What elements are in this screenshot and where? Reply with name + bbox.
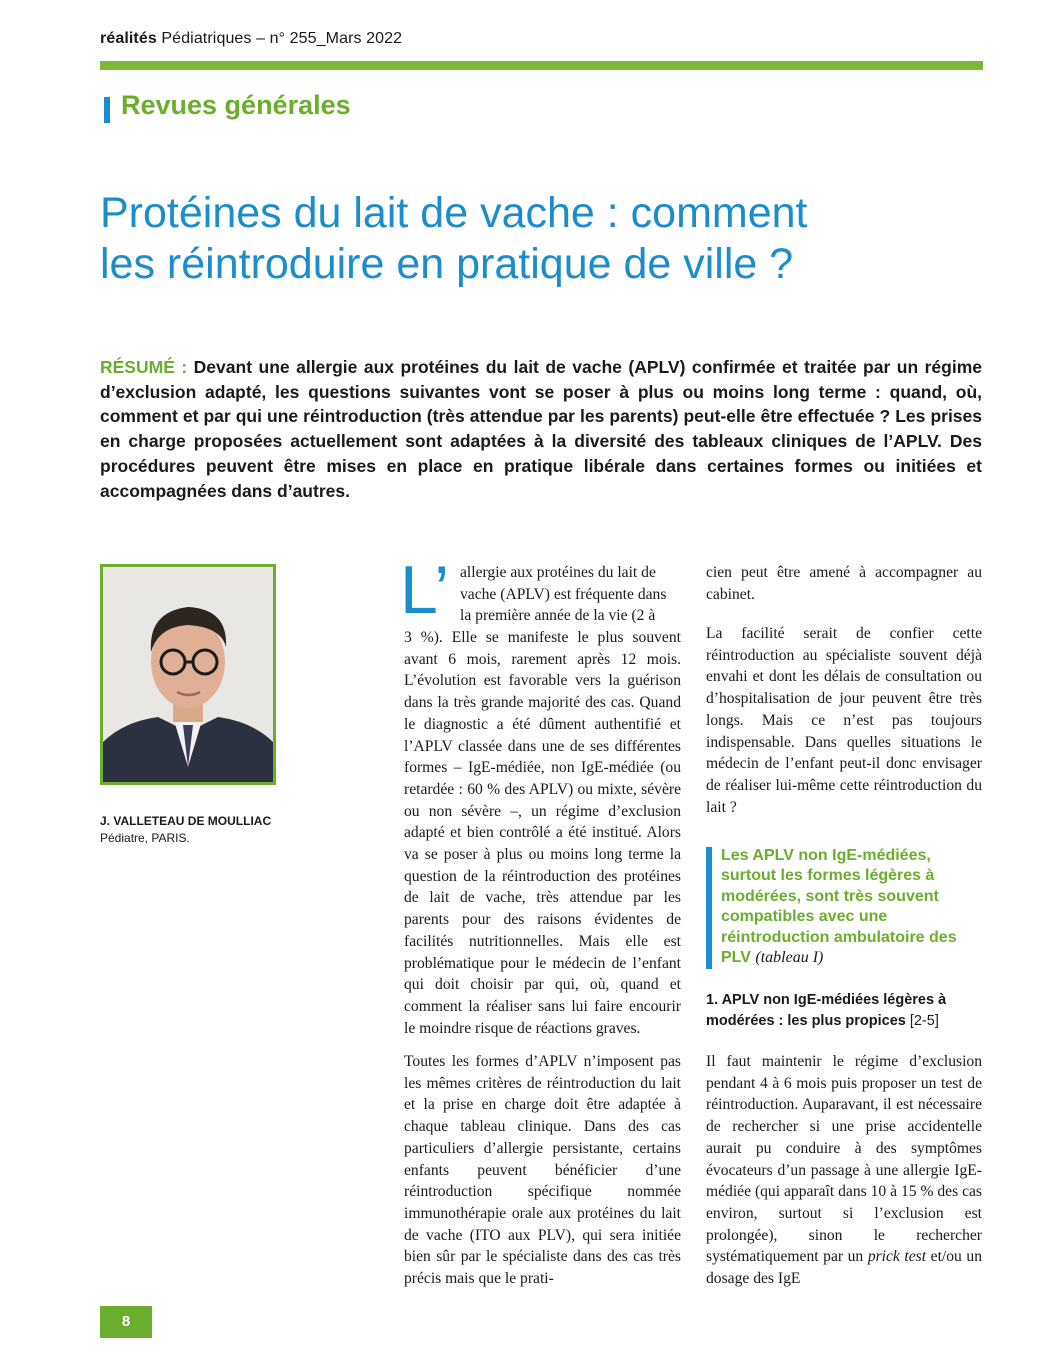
summary <box>100 355 982 503</box>
article-title <box>100 188 1000 290</box>
page-number: 8 <box>100 1306 152 1338</box>
author-name: J. VALLETEAU DE MOULLIAC <box>100 814 272 828</box>
highlight-text: Les APLV non IgE-médiées, surtout les formes légères à modérées, sont très souvent compatibles avec une réintroduction ambulatoire des PLV <box>721 847 957 967</box>
author-photo <box>100 564 276 785</box>
journal-issue: Pédiatriques – n° 255_Mars 2022 <box>161 30 403 47</box>
article-title-line-2: les réintroduire en pratique de ville ? <box>100 240 794 288</box>
col2-paragraph-1: cien peut être amené à accompagner au cabinet. <box>706 564 982 603</box>
section-title: Revues générales <box>121 90 351 120</box>
col1-line-1: allergie aux protéines du lait de <box>460 564 656 581</box>
highlight-heading <box>721 846 983 968</box>
col2-paragraph-3-italic: prick test <box>867 1248 927 1266</box>
journal-header <box>100 30 402 48</box>
drop-cap: L’ <box>400 552 450 628</box>
summary-label: RÉSUMÉ : <box>100 357 188 377</box>
subheading <box>706 990 982 1032</box>
author-portrait-icon <box>103 567 273 782</box>
col1-paragraph-1: 3 %). Elle se manifeste le plus souvent avant 6 mois, rarement après 12 mois. L’évolution est favorable vers la guérison dans la très grande majorité des cas. Quand le diagnostic a été dûment authentifié et l’APLV classée dans une de ses différentes formes – IgE-médiée, non IgE-médiée (ou retardée : 60 % des APLV) ou mixte, sévère ou non sévère –, un régime d’exclusion adapté et bien contrôlé a été institué. Alors va se poser à plus ou moins long terme la question de la réintroduction des protéines de lait de vache, très attendue par les parents pour des raisons évidentes de facilités nutritionnelles. Mais elle est problématique pour le médecin de l’enfant qui doit choisir par qui, où, quand et comment la réaliser sans lui faire encourir le moindre risque de réactions graves. <box>404 629 681 1037</box>
header-rule <box>100 61 983 70</box>
col2-paragraph-3 <box>706 1051 982 1290</box>
subheading-text: 1. APLV non IgE-médiées légères à modérées : les plus propices <box>706 992 947 1029</box>
col1-line-2: vache (APLV) est fréquente dans <box>460 585 667 603</box>
article-title-line-1: Protéines du lait de vache : comment <box>100 189 808 237</box>
author-role: Pédiatre, PARIS. <box>100 831 190 845</box>
col2-paragraph-2: La facilité serait de confier cette réintroduction au spécialiste souvent déjà envahi et dont les délais de consultation ou d’hospitalisation de jour peuvent être très longs. Mais ce n’est pas toujours indispensable. Dans quelles situations le médecin de l’enfant peut-il donc envisager de réaliser lui-même cette réintroduction du lait ? <box>706 625 982 816</box>
section-marker <box>104 97 110 123</box>
col1-line-3: la première année de la vie (2 à <box>460 607 656 625</box>
subheading-ref: [2-5] <box>909 1013 939 1029</box>
highlight-marker <box>706 847 712 969</box>
col2-paragraph-3-text: Il faut maintenir le régime d’exclusion pendant 4 à 6 mois puis proposer un test de réintroduction. Auparavant, il est nécessaire de rechercher si une prise accidentelle aurait pu conduire à des symptômes évocateurs d’un passage à une allergie IgE-médiée (qui apparaît dans 10 à 15 % des cas environ, surtout si l’exclusion est prolongée), sinon le rechercher systématiquement par un <box>706 1053 982 1266</box>
col2-paragraph-3-end: et/ou un dosage des IgE <box>706 1248 982 1288</box>
col1-paragraph-2: Toutes les formes d’APLV n’imposent pas les mêmes critères de réintroduction du lait et la prise en charge doit être adaptée à chaque tableau clinique. Dans des cas particuliers d’allergie persistante, certains enfants peuvent bénéficier d’une réintroduction spécifique nommée immunothérapie orale aux protéines du lait de vache (ITO aux PLV), qui sera initiée bien sûr par le spécialiste dans des cas très précis mais que le prati- <box>404 1053 681 1288</box>
summary-text: Devant une allergie aux protéines du lait de vache (APLV) confirmée et traitée par un régime d’exclusion adapté, les questions suivantes vont se poser à plus ou moins long terme : quand, où, comment et par qui une réintroduction (très attendue par les parents) peut-elle être effectuée ? Les prises en charge proposées actuellement sont adaptées à la diversité des tableaux cliniques de l’APLV. Des procédures peuvent être mises en place en pratique libérale dans certaines formes ou initiées et accompagnées dans d’autres. <box>100 357 982 501</box>
journal-name: réalités <box>100 30 157 47</box>
highlight-table-ref: (tableau I) <box>755 949 824 967</box>
